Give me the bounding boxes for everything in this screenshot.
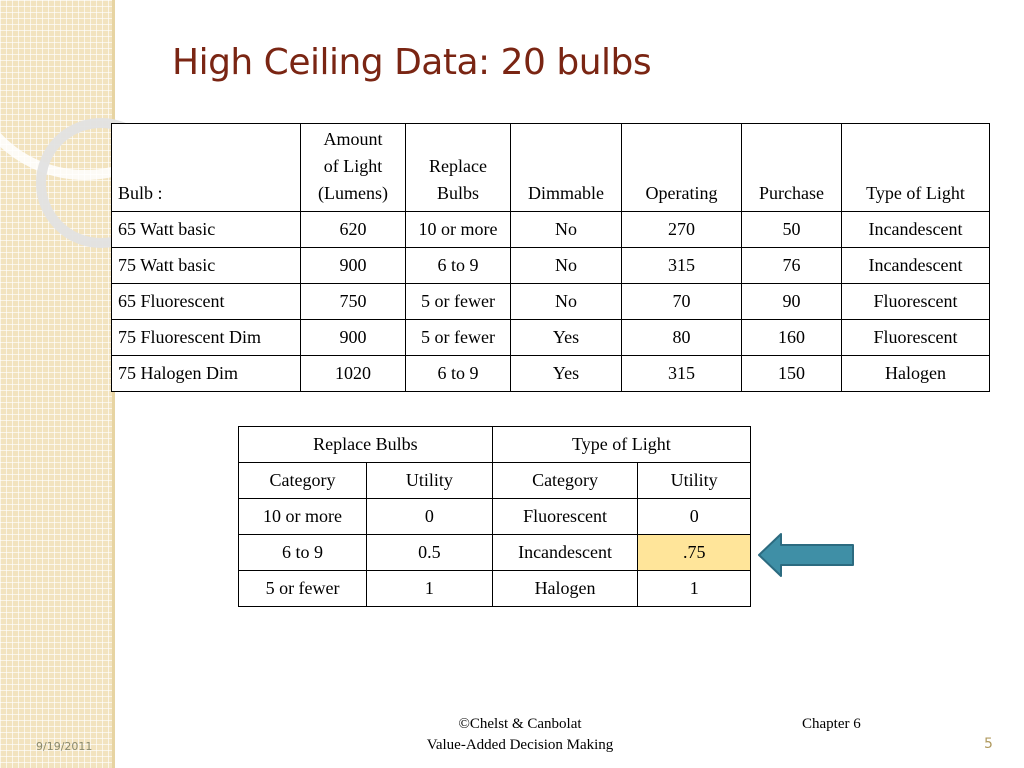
table-cell: No: [511, 284, 622, 320]
decorative-side-strip: [0, 0, 115, 768]
table-cell: 5 or fewer: [406, 320, 511, 356]
table-cell: 6 to 9: [406, 248, 511, 284]
table-cell: Fluorescent: [842, 284, 990, 320]
table-cell: No: [511, 212, 622, 248]
group-header-replace-bulbs: Replace Bulbs: [239, 427, 493, 463]
table-cell: 750: [301, 284, 406, 320]
table-cell: 75 Fluorescent Dim: [112, 320, 301, 356]
footer-credits: [380, 714, 660, 756]
table-cell: 1: [638, 571, 751, 607]
table-cell: 1020: [301, 356, 406, 392]
table-cell: 50: [742, 212, 842, 248]
footer-date: 9/19/2011: [36, 740, 93, 753]
table-cell: Halogen: [842, 356, 990, 392]
table-cell: 70: [622, 284, 742, 320]
utility-subheader-row: [239, 463, 751, 499]
footer-chapter: Chapter 6: [802, 716, 861, 732]
column-header-purchase: Purchase: [742, 124, 842, 212]
table-cell: 90: [742, 284, 842, 320]
column-header-type-of-light: Type of Light: [842, 124, 990, 212]
table-cell: Fluorescent: [842, 320, 990, 356]
table-cell: 160: [742, 320, 842, 356]
table-cell: 150: [742, 356, 842, 392]
column-header-lumens: Amount of Light (Lumens): [301, 124, 406, 212]
table-row: [239, 535, 751, 571]
table-cell: 5 or fewer: [406, 284, 511, 320]
table-cell: 10 or more: [239, 499, 367, 535]
table-cell: Incandescent: [842, 212, 990, 248]
subheader-category: Category: [492, 463, 638, 499]
table-cell: Yes: [511, 320, 622, 356]
table-cell: 65 Watt basic: [112, 212, 301, 248]
column-header-replace-bulbs: Replace Bulbs: [406, 124, 511, 212]
table-cell: 75 Halogen Dim: [112, 356, 301, 392]
table-cell: 10 or more: [406, 212, 511, 248]
table-cell: 6 to 9: [239, 535, 367, 571]
table-row: [239, 499, 751, 535]
table-cell: 0: [638, 499, 751, 535]
table-cell: 80: [622, 320, 742, 356]
left-arrow-icon: [756, 532, 856, 578]
table-cell: Yes: [511, 356, 622, 392]
highlighted-utility-cell: .75: [638, 535, 751, 571]
subheader-utility: Utility: [367, 463, 493, 499]
table-cell: Incandescent: [842, 248, 990, 284]
table-cell: 65 Fluorescent: [112, 284, 301, 320]
table-cell: Incandescent: [492, 535, 638, 571]
table-row: [239, 571, 751, 607]
table-cell: 0.5: [367, 535, 493, 571]
table-row: [112, 212, 990, 248]
table-cell: 1: [367, 571, 493, 607]
table-cell: Fluorescent: [492, 499, 638, 535]
table-cell: 270: [622, 212, 742, 248]
table-cell: 76: [742, 248, 842, 284]
slide-title: High Ceiling Data: 20 bulbs: [172, 42, 652, 83]
table-cell: 900: [301, 320, 406, 356]
column-header-bulb: Bulb :: [112, 124, 301, 212]
table-cell: 315: [622, 248, 742, 284]
table-row: [112, 320, 990, 356]
table-cell: Halogen: [492, 571, 638, 607]
table-cell: 315: [622, 356, 742, 392]
group-header-type-of-light: Type of Light: [492, 427, 750, 463]
table-cell: No: [511, 248, 622, 284]
utility-table: [238, 426, 751, 607]
bulb-data-table: [111, 123, 990, 392]
subheader-category: Category: [239, 463, 367, 499]
table-row: [112, 248, 990, 284]
footer-copyright: ©Chelst & Canbolat: [458, 716, 582, 732]
subheader-utility: Utility: [638, 463, 751, 499]
table-cell: 620: [301, 212, 406, 248]
table-cell: 6 to 9: [406, 356, 511, 392]
table-row: [112, 284, 990, 320]
column-header-operating: Operating: [622, 124, 742, 212]
footer-book-title: Value-Added Decision Making: [426, 737, 614, 753]
table-cell: 0: [367, 499, 493, 535]
table-cell: 5 or fewer: [239, 571, 367, 607]
table-row: [112, 356, 990, 392]
table-cell: 900: [301, 248, 406, 284]
column-header-dimmable: Dimmable: [511, 124, 622, 212]
utility-group-header-row: [239, 427, 751, 463]
page-number: 5: [984, 736, 993, 752]
table-cell: 75 Watt basic: [112, 248, 301, 284]
table-header-row: [112, 124, 990, 212]
